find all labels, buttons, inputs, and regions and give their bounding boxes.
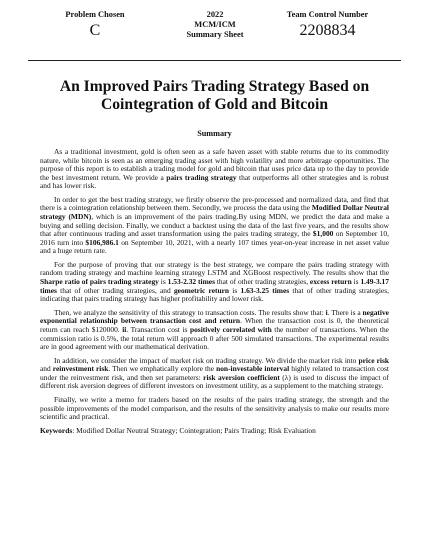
summary-sheet-header xyxy=(40,10,389,58)
problem-chosen-label: Problem Chosen xyxy=(65,10,125,19)
paper-title xyxy=(40,78,389,114)
keywords-line xyxy=(40,427,389,436)
summary-heading: Summary xyxy=(197,129,232,138)
contest-block xyxy=(170,10,260,40)
summary-paragraph-1: As a traditional investment, gold is often seen as a safe haven asset with stable returns due to its commodity nature, while bitcoin is seen as an emerging trading asset with high volatility and more arbitrage opportunities. The purpose of this report is to establish a trading model for gold and bitcoin that uses price data up to the day to provide the best investment return. We provide a pairs trading strategy that outperforms all other strategies and is robust and has lower risk. xyxy=(40,147,389,191)
team-control-number: 2208834 xyxy=(299,22,356,39)
summary-body xyxy=(40,148,389,441)
header-divider xyxy=(28,60,401,61)
team-control-block xyxy=(270,10,385,41)
problem-chosen-block xyxy=(55,10,135,41)
contest-year: 2022 xyxy=(206,10,224,19)
contest-name: MCM/ICM xyxy=(194,20,236,29)
team-control-label: Team Control Number xyxy=(286,10,369,19)
summary-paragraph-6: Finally, we write a memo for traders based on the results of the pairs trading strategy, the strength and the possible improvements of the model comparison, and the results of the sensitivity analysis to make our results more scientific and practical. xyxy=(40,395,389,422)
keywords-label: Keywords xyxy=(40,425,73,435)
keywords-text: : Modified Dollar Neutral Strategy; Cointegration; Pairs Trading; Risk Evaluation xyxy=(72,425,316,435)
summary-paragraph-4: Then, we analyze the sensitivity of this strategy to transaction costs. The results show that: i. There is a negative exponential relationship between transaction cost and return. When the transaction cost is 0, the theoretical return can reach $120000. ii. Transaction cost is positively correlated with the number of transactions. When the commission ratio is 0.5%, the total return will approach 0 after 500 simulated transactions. The experimental results are in good agreement with our mathematical derivation. xyxy=(40,307,389,352)
paper-title-line-1: An Improved Pairs Trading Strategy Based on xyxy=(59,78,370,95)
paper-title-line-2: Cointegration of Gold and Bitcoin xyxy=(101,96,328,113)
sheet-name: Summary Sheet xyxy=(186,30,244,39)
problem-chosen-value: C xyxy=(89,22,101,39)
summary-paragraph-2: In order to get the best trading strategy, we firstly observe the pre-processed and normalized data, and find that there is a cointegration relationship between them. Secondly, we process the data using the Modified Dollar Neutral strategy (MDN), which is an improvement of the pairs trading.By using MDN, we predict the data and make a buying and selling decision. Finally, we conduct a backtest using the data of the last five years, and the results show that after continuous trading and asset transformation using the pairs trading strategy, the $1,000 on September 10, 2016 turn into $106,986.1 on September 10, 2021, with a nearly 107 times year-on-year increase in net asset value and a huge return rate. xyxy=(40,194,390,256)
summary-paragraph-5: In addition, we consider the impact of market risk on trading strategy. We divide the market risk into price risk and reinvestment risk. Then we emphatically explore the non-investable interval highly related to transaction cost under the reinvestment risk, and then set parameters: risk aversion coefficient (λ) is used to discuss the impact of different risk aversion degrees of different investors on investment utility, as a supplement to the matching strategy. xyxy=(40,355,389,391)
summary-paragraph-3: For the purpose of proving that our strategy is the best strategy, we compare the pairs trading strategy with random trading strategy and machine learning strategy LSTM and XGBoost respectively. The results show that the Sharpe ratio of pairs trading strategy is 1.53-2.32 times that of other trading strategies, excess return is 1.49-3.17 times that of other trading strategies, and geometric return is 1.63-3.25 times that of other trading strategies, indicating that pairs trading strategy has higher profitability and lower risk. xyxy=(40,259,389,304)
